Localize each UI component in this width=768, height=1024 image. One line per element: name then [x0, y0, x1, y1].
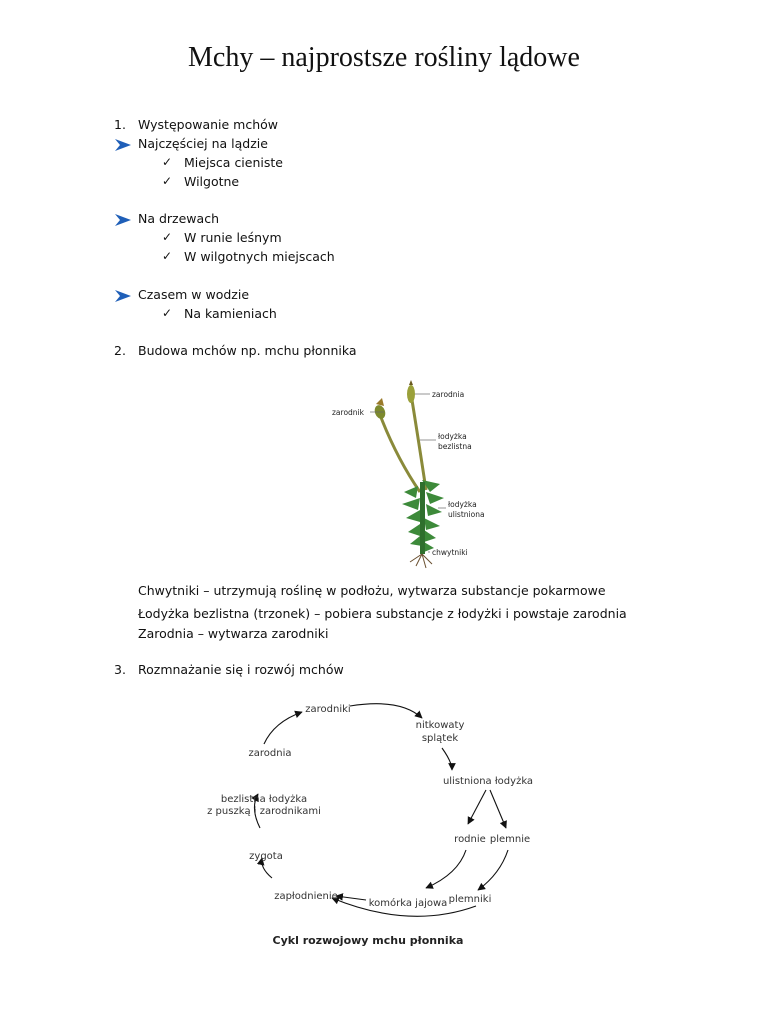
- arrow-bullet-icon: [114, 213, 132, 227]
- document-title: Mchy – najprostsze rośliny lądowe: [188, 42, 580, 73]
- section-heading: Występowanie mchów: [138, 117, 279, 132]
- cycle-label-bezlistna: bezlistna łodyżka: [220, 794, 308, 805]
- checkmark-icon: ✓: [162, 230, 173, 244]
- checkmark-icon: ✓: [162, 306, 173, 320]
- cycle-label-zarodniki: zarodniki: [305, 704, 351, 715]
- cycle-label-zaplodnienie: zapłodnienie: [274, 891, 338, 902]
- moss-structure-illustration: [270, 380, 532, 576]
- cycle-label-nitkowaty: nitkowaty: [415, 720, 465, 731]
- list-item: W wilgotnych miejscach: [184, 249, 335, 264]
- label-zarodnia: zarodnia: [432, 390, 465, 399]
- label-lodyzka-ulistniona: łodyżka: [448, 500, 477, 509]
- arrow-bullet-icon: [114, 138, 132, 152]
- moss-life-cycle-diagram: [190, 690, 550, 955]
- checkmark-icon: ✓: [162, 155, 173, 169]
- arrow-bullet-icon: [114, 289, 132, 303]
- cycle-label-zygota: zygota: [249, 851, 283, 862]
- section-number: 1.: [114, 117, 126, 132]
- label-chwytniki: chwytniki: [432, 548, 468, 557]
- cycle-label-z-puszka: z puszką i zarodnikami: [207, 806, 321, 817]
- section-number: 2.: [114, 343, 126, 358]
- checkmark-icon: ✓: [162, 249, 173, 263]
- list-item: Wilgotne: [184, 174, 240, 189]
- description-line: Chwytniki – utrzymują roślinę w podłożu, wytwarza substancje pokarmowe: [138, 583, 606, 598]
- cycle-label-plemniki: plemniki: [448, 894, 492, 905]
- list-item: W runie leśnym: [184, 230, 282, 245]
- cycle-label-ulistniona: ulistniona łodyżka: [442, 776, 534, 787]
- group-label: Czasem w wodzie: [138, 287, 250, 302]
- group-label: Na drzewach: [138, 211, 219, 226]
- cycle-label-splatek: splątek: [421, 733, 459, 744]
- list-item: Na kamieniach: [184, 306, 277, 321]
- section-heading: Rozmnażanie się i rozwój mchów: [138, 662, 344, 677]
- section-number: 3.: [114, 662, 126, 677]
- group-label: Najczęściej na lądzie: [138, 136, 268, 151]
- description-line: Zarodnia – wytwarza zarodniki: [138, 626, 329, 641]
- cycle-label-komorka-jajowa: komórka jajowa: [368, 898, 448, 909]
- label-lodyzka-ulistniona: ulistniona: [448, 510, 485, 519]
- checkmark-icon: ✓: [162, 174, 173, 188]
- cycle-caption: Cykl rozwojowy mchu płonnika: [272, 934, 464, 947]
- label-lodyzka-bezlistna: łodyżka: [438, 432, 467, 441]
- label-zarodnik: zarodnik: [332, 408, 364, 417]
- section-heading: Budowa mchów np. mchu płonnika: [138, 343, 357, 358]
- description-line: Łodyżka bezlistna (trzonek) – pobiera substancje z łodyżki i powstaje zarodnia: [138, 606, 627, 621]
- list-item: Miejsca cieniste: [184, 155, 283, 170]
- cycle-label-rodnie: rodnie: [454, 834, 486, 845]
- cycle-label-plemnie: plemnie: [489, 834, 531, 845]
- label-lodyzka-bezlistna: bezlistna: [438, 442, 472, 451]
- cycle-label-zarodnia: zarodnia: [248, 748, 292, 759]
